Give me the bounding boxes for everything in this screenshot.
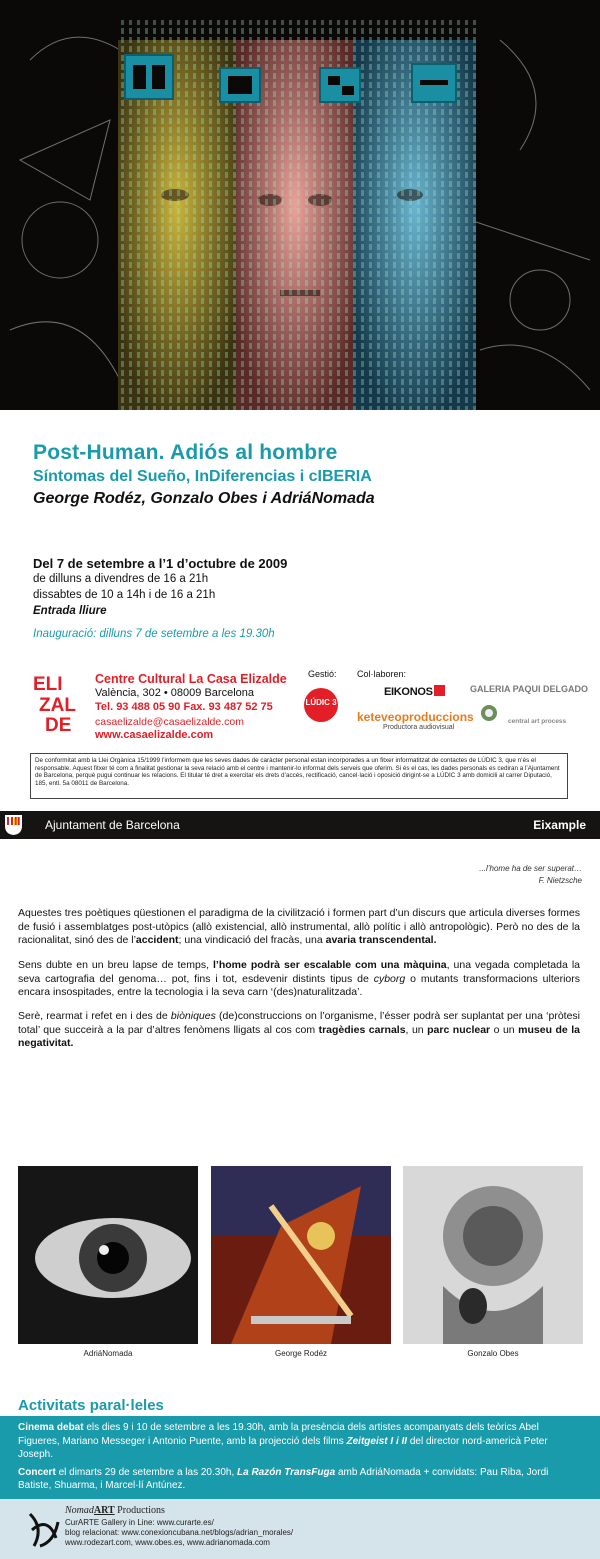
- galeria-logo: GALERIA PAQUI DELGADO: [470, 684, 589, 694]
- quote-block: [479, 863, 582, 887]
- logo-line-2: ZAL: [39, 695, 76, 716]
- exhibition-title: Post-Human. Adiós al hombre: [33, 441, 338, 464]
- center-web[interactable]: www.casaelizalde.com: [95, 729, 214, 741]
- hero-banner: [0, 0, 600, 410]
- date-range: Del 7 de setembre a l’1 d’octubre de 2009: [33, 556, 288, 571]
- center-email[interactable]: casaelizalde@casaelizalde.com: [95, 716, 244, 728]
- activity-cinema: Cinema debat els dies 9 i 10 de setembre a les 19.30h, amb la presència dels artistes acompanyats dels teòrics Abel Figueres, Mariano Messeger i Antonio Puente, amb la projecció dels films Zeitgeist I i II del director nord-americà Peter Joseph.: [18, 1422, 548, 1460]
- eikonos-text: EIKONOS: [384, 686, 433, 698]
- keteveo-subtitle: Productora audiovisual: [383, 724, 455, 731]
- logo-line-3: DE: [45, 715, 72, 734]
- opening-info: Inauguració: dilluns 7 de setembre a les 19.30h: [33, 628, 275, 640]
- artwork-rodez: [211, 1166, 391, 1344]
- activities-panel: [0, 1416, 600, 1499]
- district-label: Eixample: [533, 818, 586, 832]
- ajuntament-label: Ajuntament de Barcelona: [45, 818, 180, 832]
- center-address: València, 302 • 08009 Barcelona: [95, 687, 254, 699]
- paragraph-3: Serè, rearmat i refet en i des de biòniques (de)construccions on l’organisme, l’ésser podrà ser suplantat per una ‘pròtesi total’ que succeirà a la par d’altres fenòmens lligats al cos com tragèdies carnals, un parc nuclear o un museu de la negativitat.: [18, 1010, 580, 1050]
- hero-artwork: [0, 0, 600, 410]
- keteveo-logo: keteveoproduccions: [357, 710, 474, 724]
- eikonos-mark-icon: [434, 685, 445, 696]
- caption-obes: Gonzalo Obes: [467, 1349, 519, 1358]
- entry-info: Entrada lliure: [33, 605, 107, 617]
- logo-line-1: ELI: [33, 674, 63, 695]
- quote-text: ...l’home ha de ser superat…: [479, 864, 582, 873]
- gestio-label: Gestió:: [308, 669, 337, 679]
- center-phone: Tel. 93 488 05 90 Fax. 93 487 52 75: [95, 701, 273, 713]
- footer-brand: NomadART Productions: [65, 1505, 165, 1516]
- cap-text: central art process: [508, 718, 567, 725]
- legal-notice: De conformitat amb la Llei Orgànica 15/1999 l’informem que les seves dades de caràcter personal estan incorporades a un fitxer informatitzat de contactes de LÚDIC 3, que n’és el responsable. Aquest fitxer té com a finalitat gestionar la seva relació amb el centre i mantenir-lo informat dels serveis que oferim. Si és el cas, les dades personals es cediran a l’Ajuntament de Barcelona, perquè pugui continuar les relacions. El titular té dret a exercitar els drets d’accés, rectificació, cancel·lació i oposició dirigint-se a LÚDIC 3 amb domicili al carrer Diputació, 185, entl. 5a 08011 de Barcelona.: [30, 753, 568, 799]
- eikonos-logo: [384, 685, 445, 698]
- artwork-obes: [403, 1166, 583, 1344]
- nomadart-logo-icon: [26, 1508, 60, 1552]
- exhibition-subtitle: Síntomas del Sueño, InDiferencias i cIBERIA: [33, 468, 372, 485]
- paragraph-1: Aquestes tres poètiques qüestionen el paradigma de la civilització i formen part d’un discurs que articula diverses formes de fusió i assemblatges post-utòpics (allò existencial, allò instrumental, allò polític i allò antropològic). Però no des de la racionalitat, sinó des de l’accident; una vindicació del fracàs, una avaria transcendental.: [18, 907, 580, 947]
- paragraph-2: Sens dubte en un breu lapse de temps, l’home podrà ser escalable com una màquina, una vegada completada la seva cartografia del genoma… pot, fins i tot, esdevenir distints tipus de cyborg o mutants transformacions ulteriors encara insospitades, entre la tecnologia i la seva carn ‘(des)naturalitzada’.: [18, 959, 581, 999]
- footer-gallery-link[interactable]: CurARTE Gallery in Line: www.curarte.es/: [65, 1518, 214, 1527]
- ludic-text: LÚDIC 3: [305, 698, 337, 707]
- artwork-adrianomada: [18, 1166, 198, 1344]
- cap-logo-icon: [480, 704, 498, 722]
- saturday-hours: dissabtes de 10 a 14h i de 16 a 21h: [33, 589, 216, 601]
- weekday-hours: de dilluns a divendres de 16 a 21h: [33, 573, 209, 585]
- footer-sites-links[interactable]: www.rodezart.com, www.obes.es, www.adrianomada.com: [65, 1538, 270, 1547]
- artists-line: George Rodéz, Gonzalo Obes i AdriáNomada: [33, 490, 375, 507]
- elizalde-logo: [33, 672, 88, 734]
- activities-title: Activitats paral·leles: [18, 1397, 164, 1414]
- caption-rodez: George Rodéz: [274, 1349, 328, 1358]
- caption-adrianomada: AdriáNomada: [83, 1349, 133, 1358]
- ludic3-logo: [303, 681, 339, 733]
- center-name: Centre Cultural La Casa Elizalde: [95, 672, 287, 686]
- collab-label: Col·laboren:: [357, 669, 407, 679]
- activity-concert: Concert el dimarts 29 de setembre a las 20.30h, La Razón TransFuga amb AdriáNomada + convidats: Pau Riba, Jordi Batiste, Shuarma, i Marcel·lí Antúnez.: [18, 1466, 549, 1491]
- barcelona-shield-icon: [5, 815, 22, 835]
- footer-blog-link[interactable]: blog relacionat: www.conexioncubana.net/blogs/adrian_morales/: [65, 1528, 294, 1537]
- quote-author: F. Nietzsche: [538, 876, 582, 885]
